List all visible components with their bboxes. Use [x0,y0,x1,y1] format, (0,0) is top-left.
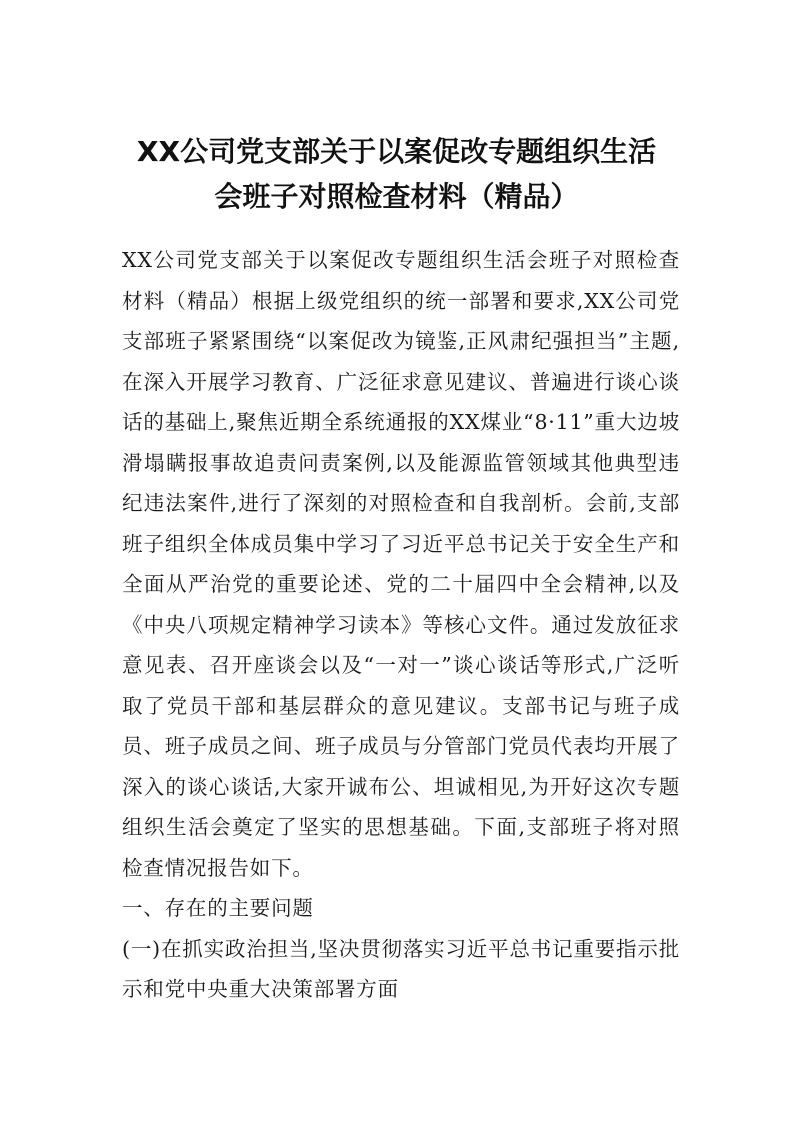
intro-paragraph: XX公司党支部关于以案促改专题组织生活会班子对照检查材料（精品）根据上级党组织的统一部署和要求,XX公司党支部班子紧紧围绕“以案促改为镜鉴,正风肃纪强担当”主题,在深入开展学习教育、广泛征求意见建议、普遍进行谈心谈话的基础上,聚焦近期全系统通报的XX煤业“8·11”重大边坡滑塌瞒报事故追责问责案例,以及能源监管领域其他典型违纪违法案件,进行了深刻的对照检查和自我剖析。会前,支部班子组织全体成员集中学习了习近平总书记关于安全生产和全面从严治党的重要论述、党的二十届四中全会精神,以及《中央八项规定精神学习读本》等核心文件。通过发放征求意见表、召开座谈会以及“一对一”谈心谈话等形式,广泛听取了党员干部和基层群众的意见建议。支部书记与班子成员、班子成员之间、班子成员与分管部门党员代表均开展了深入的谈心谈话,大家开诚布公、坦诚相见,为开好这次专题组织生活会奠定了坚实的思想基础。下面,支部班子将对照检查情况报告如下。 [122,248,680,880]
document-body [122,240,680,1010]
subsection-heading: (一)在抓实政治担当,坚决贯彻落实习近平总书记重要指示批示和党中央重大决策部署方面 [122,936,680,1001]
section-heading: 一、存在的主要问题 [122,896,314,920]
document-title-line-1: XX公司党支部关于以案促改专题组织生活 [136,135,657,168]
document-title-line-2: 会班子对照检查材料（精品） [214,180,579,213]
